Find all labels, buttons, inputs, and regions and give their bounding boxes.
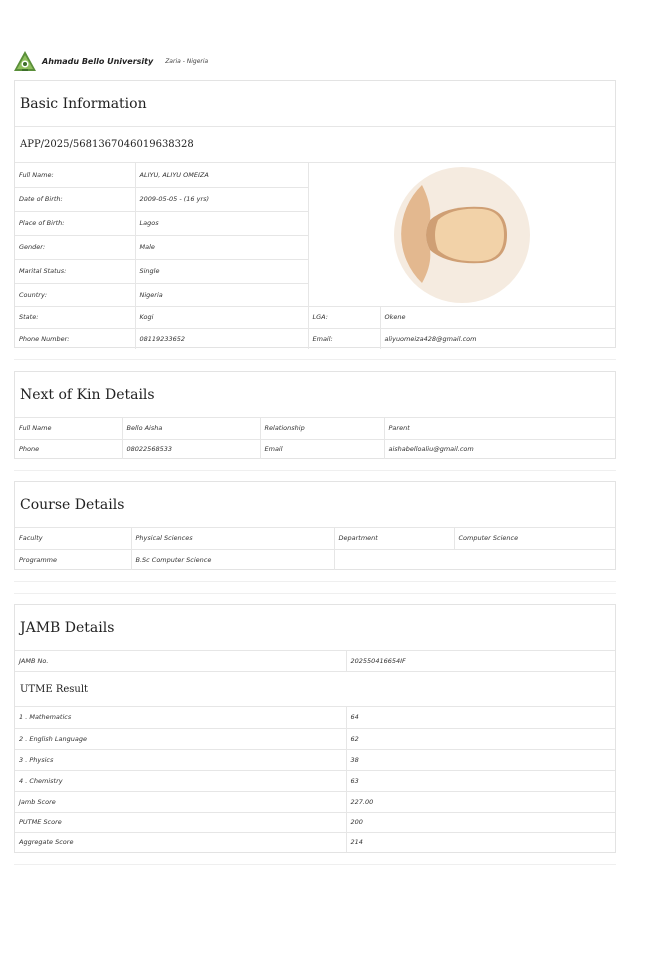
kin-phone-label: Phone (15, 439, 122, 459)
utme-result-title: UTME Result (15, 672, 615, 707)
result-value: 64 (346, 707, 615, 728)
programme-label: Programme (15, 549, 131, 570)
field-label: Gender: (15, 235, 135, 259)
field-value: Male (135, 235, 308, 259)
result-label: 3 . Physics (15, 749, 346, 770)
department-value: Computer Science (454, 528, 615, 549)
jamb-details-section (14, 604, 616, 853)
utme-result-table (15, 707, 615, 852)
result-label: PUTME Score (15, 812, 346, 832)
divider (14, 359, 616, 360)
passport-photo (308, 163, 615, 306)
section-title: Next of Kin Details (15, 372, 615, 418)
state-value: Kogi (135, 307, 308, 328)
field-label: Full Name: (15, 163, 135, 187)
field-value: 2009-05-05 - (16 yrs) (135, 187, 308, 211)
faculty-label: Faculty (15, 528, 131, 549)
result-label: Jamb Score (15, 791, 346, 812)
basic-info-table (15, 163, 308, 306)
result-label: 4 . Chemistry (15, 770, 346, 791)
result-value: 38 (346, 749, 615, 770)
course-details-section (14, 481, 616, 570)
result-label: 2 . English Language (15, 728, 346, 749)
lga-label: LGA: (308, 307, 380, 328)
field-label: Place of Birth: (15, 211, 135, 235)
result-label: Aggregate Score (15, 832, 346, 852)
contact-table (15, 307, 615, 349)
lga-value: Okene (380, 307, 615, 328)
state-label: State: (15, 307, 135, 328)
phone-value: 08119233652 (135, 328, 308, 349)
field-value: Nigeria (135, 283, 308, 306)
result-value: 227.00 (346, 791, 615, 812)
kin-email-value: aishabelloaliu@gmail.com (384, 439, 615, 459)
kin-table (15, 418, 615, 459)
section-title: Course Details (15, 482, 615, 528)
phone-label: Phone Number: (15, 328, 135, 349)
field-label: Date of Birth: (15, 187, 135, 211)
programme-value: B.Sc Computer Science (131, 549, 334, 570)
university-logo-icon (13, 50, 37, 72)
kin-relationship-value: Parent (384, 418, 615, 439)
application-number: APP/2025/5681367046019638328 (15, 127, 615, 163)
email-value: aliyuomeiza428@gmail.com (380, 328, 615, 349)
department-label: Department (334, 528, 454, 549)
university-location: Zaria - Nigeria (165, 57, 209, 65)
divider (14, 581, 616, 582)
field-value: ALIYU, ALIYU OMEIZA (135, 163, 308, 187)
divider (14, 864, 616, 865)
section-title: JAMB Details (15, 605, 615, 651)
basic-information-section (14, 80, 616, 348)
section-title: Basic Information (15, 81, 615, 127)
result-value: 214 (346, 832, 615, 852)
divider (14, 470, 616, 471)
kin-email-label: Email (260, 439, 384, 459)
next-of-kin-section (14, 371, 616, 459)
result-value: 63 (346, 770, 615, 791)
kin-name-label: Full Name (15, 418, 122, 439)
faculty-value: Physical Sciences (131, 528, 334, 549)
field-value: Lagos (135, 211, 308, 235)
email-label: Email: (308, 328, 380, 349)
result-value: 200 (346, 812, 615, 832)
kin-phone-value: 08022568533 (122, 439, 260, 459)
kin-name-value: Bello Aisha (122, 418, 260, 439)
jamb-number-value: 202550416654IF (346, 651, 615, 672)
field-label: Marital Status: (15, 259, 135, 283)
result-value: 62 (346, 728, 615, 749)
field-label: Country: (15, 283, 135, 306)
kin-relationship-label: Relationship (260, 418, 384, 439)
divider (14, 593, 616, 594)
field-value: Single (135, 259, 308, 283)
university-name: Ahmadu Bello University (42, 56, 154, 66)
result-label: 1 . Mathematics (15, 707, 346, 728)
avatar-placeholder-icon (392, 165, 532, 305)
jamb-number-table (15, 651, 615, 672)
jamb-number-label: JAMB No. (15, 651, 346, 672)
page-header (13, 50, 208, 72)
course-table (15, 528, 615, 570)
empty-cell (334, 549, 615, 570)
